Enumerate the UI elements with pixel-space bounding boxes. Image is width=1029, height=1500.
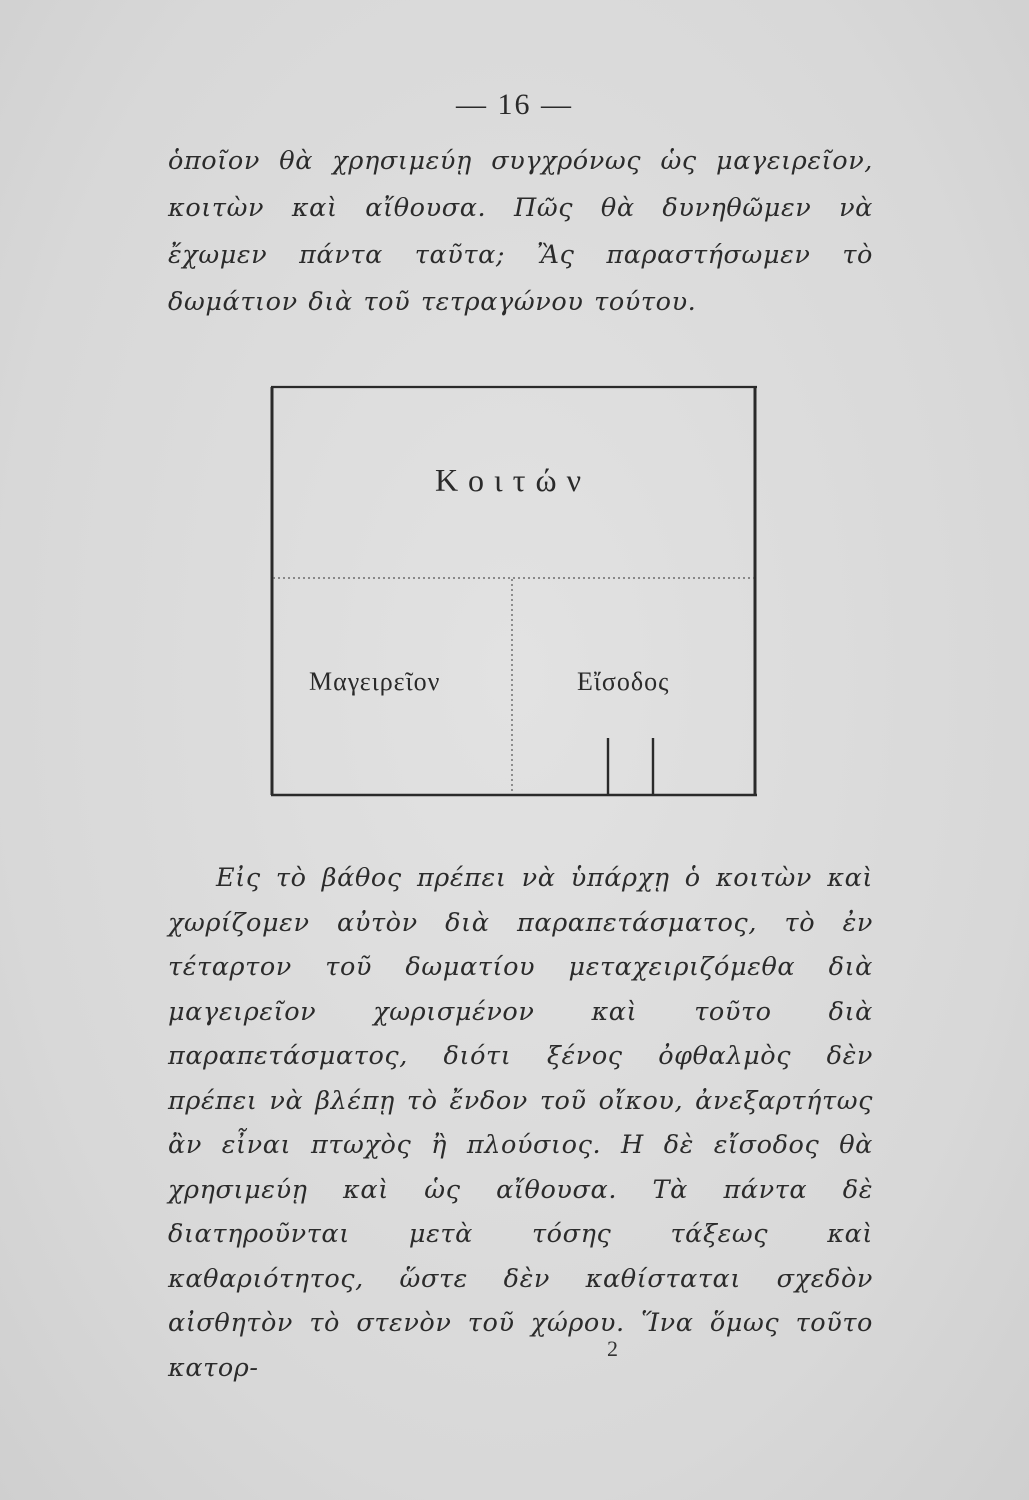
floor-plan-drawing	[267, 382, 767, 802]
signature-mark: 2	[607, 1336, 618, 1361]
entrance-label: Εἴσοδος	[577, 667, 670, 696]
page-number: — 16 —	[456, 88, 573, 121]
room-floor-plan	[267, 382, 767, 802]
paragraph-intro: ὁποῖον θὰ χρησιμεύῃ συγχρόνως ὡς μαγειρεῖον, κοιτὼν καὶ αἴθουσα. Πῶς θὰ δυνηθῶμεν νὰ ἔχωμεν πάντα ταῦτα; Ἂς παραστήσωμεν τὸ δωμάτιον διὰ τοῦ τετραγώνου τούτου.	[168, 146, 873, 317]
bedroom-label: Κοιτών	[434, 462, 592, 498]
paragraph-description: Εἰς τὸ βάθος πρέπει νὰ ὑπάρχῃ ὁ κοιτὼν καὶ χωρίζομεν αὐτὸν διὰ παραπετάσματος, τὸ ἐν τέταρτον τοῦ δωματίου μεταχειριζόμεθα διὰ μαγειρεῖον χωρισμένον καὶ τοῦτο διὰ παραπετάσματος, διότι ξένος ὀφθαλμὸς δὲν πρέπει νὰ βλέπῃ τὸ ἔνδον τοῦ οἴκου, ἀνεξαρτήτως ἂν εἶναι πτωχὸς ἢ πλούσιος. Η δὲ εἴσοδος θὰ χρησιμεύῃ καὶ ὡς αἴθουσα. Τὰ πάντα δὲ διατηροῦνται μετὰ τόσης τάξεως καὶ καθαριότητος, ὥστε δὲν καθίσταται σχεδὸν αἰσθητὸν τὸ στενὸν τοῦ χώρου. Ἵνα ὅμως τοῦτο κατορ-	[168, 863, 873, 1383]
kitchen-label: Μαγειρεῖον	[309, 667, 441, 696]
